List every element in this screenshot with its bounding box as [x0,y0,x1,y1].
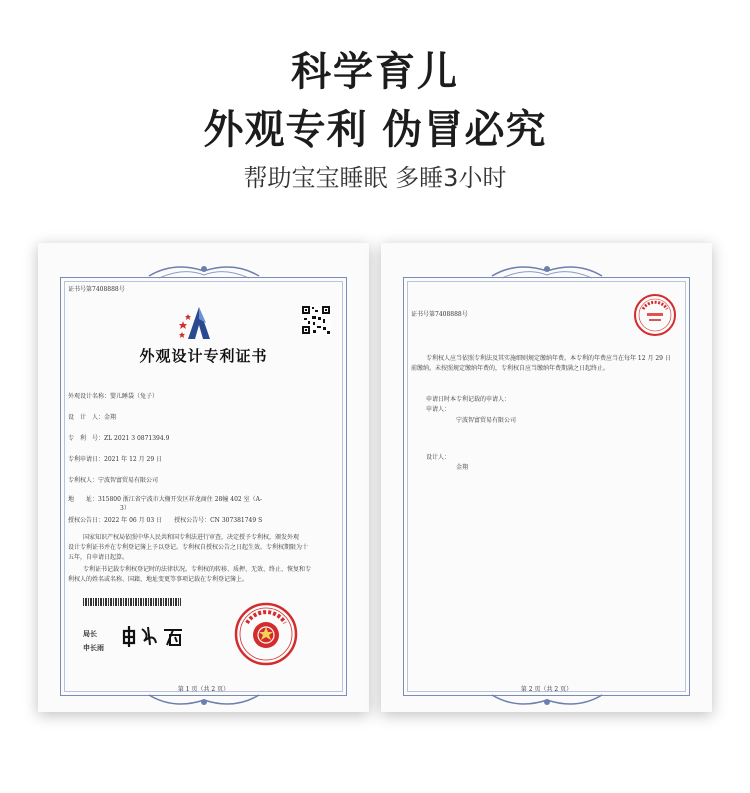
field-applicant-label: 申请人： [426,406,451,413]
body-paragraph: 前缴纳。未按照规定缴纳年费的，专利权自应当缴纳年费期满之日起终止。 [411,365,610,372]
director-label: 局长 [83,629,97,638]
field-designer-name: 金翔 [456,464,469,471]
headline-line1: 科学育儿 [291,49,459,95]
border-ornament-bottom [144,690,264,710]
body-paragraph: 设计专利证书并在专利登记簿上予以登记。专利权自授权公告之日起生效。专利权期限为十 [68,544,309,551]
field-grant-date: 授权公告日：2022 年 06 月 03 日 授权公告号：CN 307381749 S [68,517,263,524]
field-address-cont: 3） [120,505,130,512]
page-number: 第 2 页（共 2 页） [520,686,573,693]
page-number: 第 1 页（共 2 页） [177,686,230,693]
cnipa-logo-icon [174,303,224,341]
headline-line2: 外观专利 伪冒必究 [203,107,547,153]
patent-certificate-page-2 [381,243,712,712]
body-paragraph: 专利证书记载专利权登记时的法律状况。专利权的转移、质押、无效、终止、恢复和专 [83,566,312,573]
barcode [83,598,181,606]
field-application-date: 专利申请日：2021 年 12 月 29 日 [68,456,163,463]
certificate-number: 证书号第7408888号 [68,286,125,293]
patent-seal-icon [633,293,677,337]
certificate-title: 外观设计专利证书 [139,347,268,365]
field-designer-label: 设计人： [426,454,451,461]
qr-code-icon [301,305,331,335]
body-paragraph: 五年，自申请日起算。 [68,554,129,561]
field-patent-number: 专 利 号：ZL 2021 3 0871394.9 [68,435,170,442]
field-patentee: 专利权人：宁波智富贸易有限公司 [68,477,159,484]
field-applicant-record: 申请日时本专利记载的申请人： [426,396,511,403]
body-paragraph: 国家知识产权局依照中华人民共和国专利法进行审查，决定授予专利权，颁发外观 [83,534,300,541]
patent-certificate-page-1 [38,243,369,712]
director-name-label: 申长雨 [83,643,104,652]
body-paragraph: 利权人的姓名或名称、国籍、地址变更等事项记载在专利登记簿上。 [68,576,249,583]
field-applicant-name: 宁波智富贸易有限公司 [456,417,517,424]
headline-line3: 帮助宝宝睡眠 多睡3小时 [243,164,507,192]
border-ornament-bottom [487,690,607,710]
signature-image [120,623,200,649]
body-paragraph: 专利权人应当依照专利法及其实施细则规定缴纳年费。本专利的年费应当在每年 12 月 29 日 [426,355,671,362]
certificate-number: 证书号第7408888号 [411,311,468,318]
field-design-name: 外观设计名称：婴儿睡袋（兔子） [68,393,159,400]
field-designer: 设 计 人：金翔 [68,414,117,421]
field-address: 地 址：315800 浙江省宁波市大榭开发区祥龙商住 28幢 402 室（A- [68,496,262,503]
certificate-border [403,277,690,696]
official-seal-icon [233,601,299,667]
